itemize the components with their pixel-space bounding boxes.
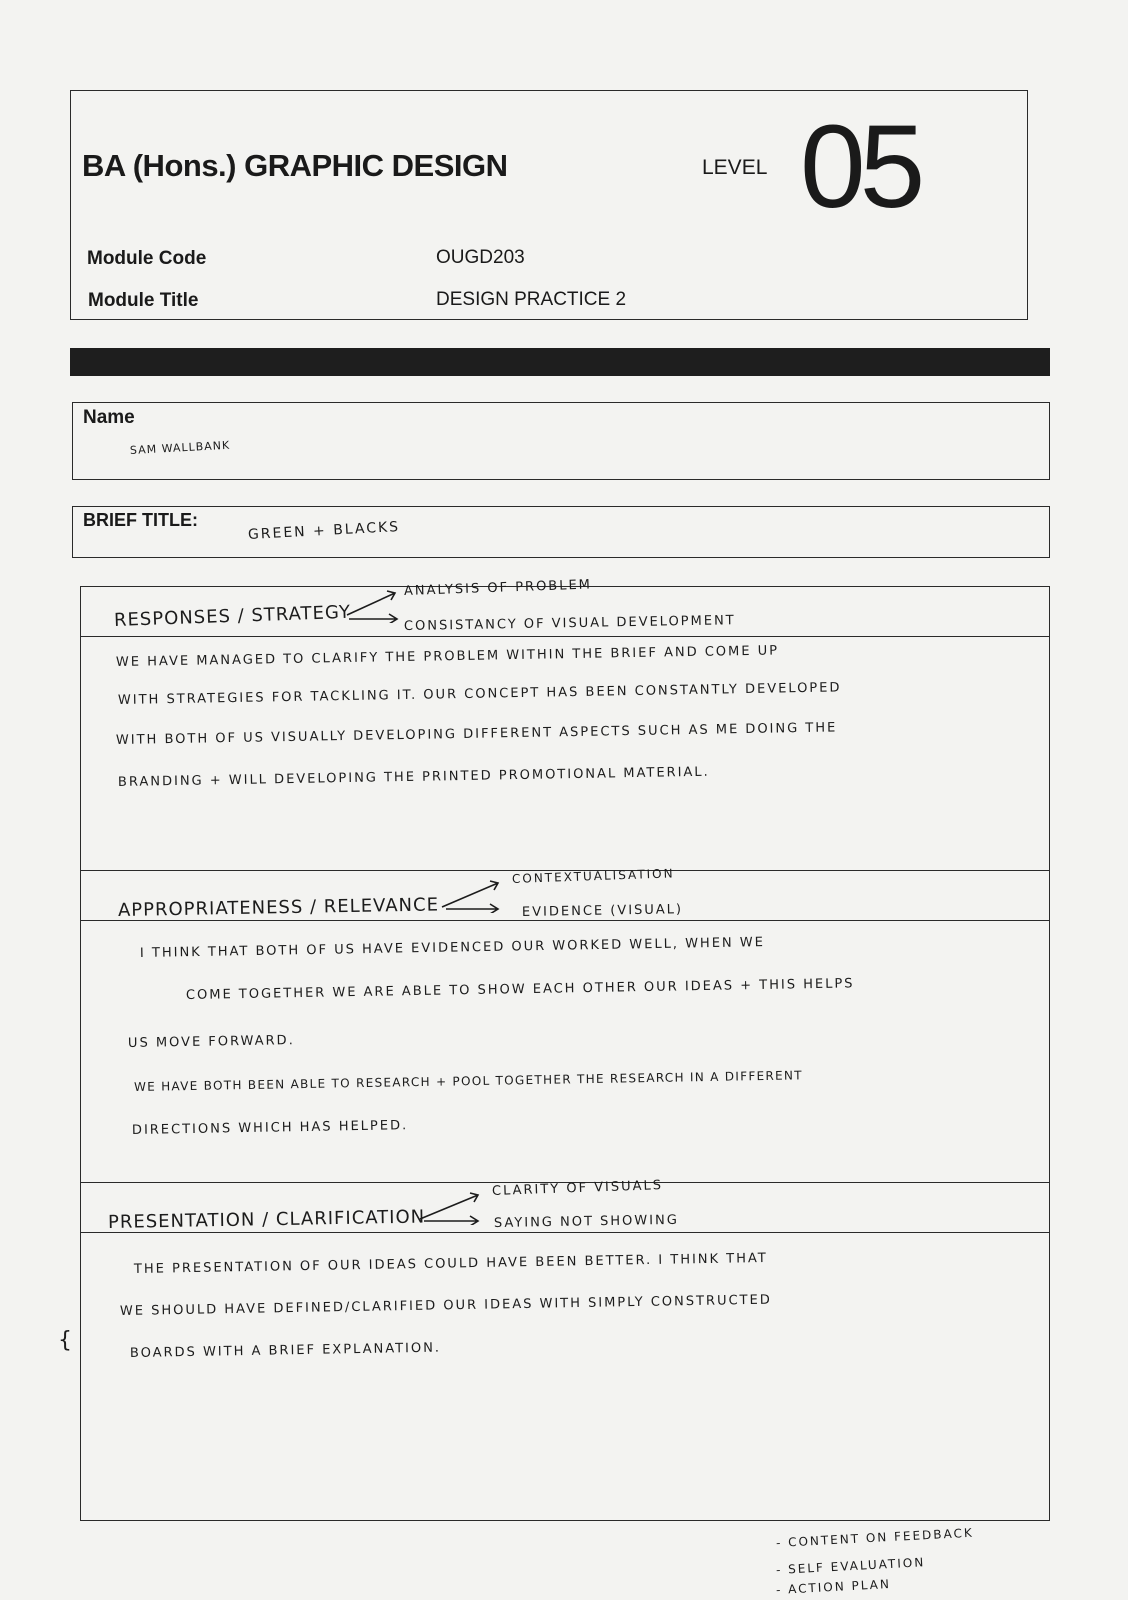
course-title: BA (Hons.) GRAPHIC DESIGN [82,148,508,183]
section-heading: RESPONSES / STRATEGY [113,601,352,631]
section-point: CONSISTANCY OF VISUAL DEVELOPMENT [403,613,736,634]
section-point: ANALYSIS OF PROBLEM [403,577,593,599]
section-line: BRANDING + WILL DEVELOPING THE PRINTED PROMOTIONAL MATERIAL. [117,764,710,790]
footer-note: - ACTION PLAN [775,1576,892,1597]
name-label: Name [83,407,135,428]
section-heading: APPROPRIATENESS / RELEVANCE [117,894,440,921]
section-line: WITH STRATEGIES FOR TACKLING IT. OUR CONCEPT HAS BEEN CONSTANTLY DEVELOPED [117,680,842,708]
rule-1 [80,636,1050,637]
section-point: EVIDENCE (VISUAL) [521,902,684,920]
section-line: I THINK THAT BOTH OF US HAVE EVIDENCED OUR WORKED WELL, WHEN WE [139,935,766,961]
arrow-icon [418,1185,488,1225]
section-line: BOARDS WITH A BRIEF EXPLANATION. [129,1340,442,1361]
section-line: DIRECTIONS WHICH HAS HELPED. [131,1118,409,1138]
module-code-value: OUGD203 [436,247,525,268]
section-point: CONTEXTUALISATION [511,866,675,886]
section-line: WE HAVE MANAGED TO CLARIFY THE PROBLEM WITHIN THE BRIEF AND COME UP [115,643,780,670]
footer-note: - CONTENT ON FEEDBACK [775,1525,975,1550]
module-code-label: Module Code [87,248,207,269]
divider-bar [70,348,1050,376]
rule-3 [80,920,1050,921]
section-point: SAYING NOT SHOWING [493,1212,679,1231]
arrow-icon [345,583,405,623]
section-line: WE SHOULD HAVE DEFINED/CLARIFIED OUR IDEAS WITH SIMPLY CONSTRUCTED [119,1292,772,1319]
level-value: 05 [800,101,920,233]
brief-value: GREEN + BLACKS [247,519,401,543]
name-value: SAM WALLBANK [129,438,231,457]
section-line: COME TOGETHER WE ARE ABLE TO SHOW EACH OTHER OUR IDEAS + THIS HELPS [185,976,855,1003]
section-heading: PRESENTATION / CLARIFICATION [107,1206,426,1233]
margin-brace: { [58,1328,72,1353]
module-title-label: Module Title [88,290,199,311]
arrow-icon [440,873,510,913]
level-label: LEVEL [702,156,768,179]
section-line: US MOVE FORWARD. [127,1033,295,1051]
footer-note: - SELF EVALUATION [775,1555,926,1577]
section-line: WITH BOTH OF US VISUALLY DEVELOPING DIFFERENT ASPECTS SUCH AS ME DOING THE [115,720,838,748]
rule-5 [80,1232,1050,1233]
section-line: THE PRESENTATION OF OUR IDEAS COULD HAVE BEEN BETTER. I THINK THAT [133,1250,768,1277]
section-point: CLARITY OF VISUALS [491,1178,664,1199]
module-title-value: DESIGN PRACTICE 2 [436,289,627,310]
brief-label: BRIEF TITLE: [83,510,198,530]
section-line: WE HAVE BOTH BEEN ABLE TO RESEARCH + POOL TOGETHER THE RESEARCH IN A DIFFERENT [133,1068,804,1094]
brief-box [72,506,1050,558]
